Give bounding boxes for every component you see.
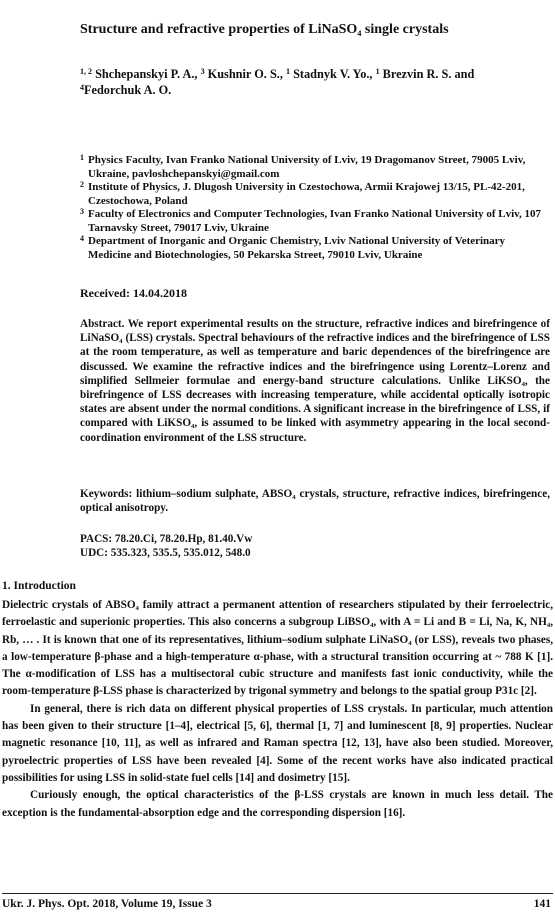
author-2: $^3$ Kushnir O. S.,	[200, 67, 287, 81]
affiliation-number: 2	[80, 180, 84, 189]
udc-label: UDC:	[80, 547, 108, 559]
affiliation-4	[80, 235, 550, 262]
affiliation-number: 1	[80, 153, 84, 162]
abstract-label: Abstract.	[80, 318, 125, 330]
affiliation-text: Faculty of Electronics and Computer Technologies, Ivan Franko National University of Lviv, 107 Tarnavsky Street, 79017 Lviv, Ukraine	[88, 208, 542, 234]
affiliation-number: 3	[80, 207, 84, 216]
received-label: Received:	[80, 286, 130, 300]
footer-divider	[2, 893, 553, 894]
author-1: $^{1, 2}$ Shchepanskyi P. A.,	[80, 67, 201, 81]
pacs-line	[80, 532, 550, 546]
affiliation-text: Department of Inorganic and Organic Chemistry, Lviv National University of Veterinary Medicine and Biotechnologies, 50 Pekarska Street, 79010 Lviv, Ukraine	[88, 235, 506, 261]
paragraph-1: Dielectric crystals of ABSO₄ family attract a permanent attention of researchers stipulated by their ferroelectric, ferroelastic and superionic properties. This also concerns a subgroup LiBSO₄, with A = Li and B = Li, Na, K, NH₄, Rb, … . It is known that one of its representatives, lithium–sodium sulphate LiNaSO₄ (or LSS), reveals two phases, a low-temperature β-phase and a high-temperature α-phase, with a structural transition occurring at ~ 788 K [1]. The α-modification of LSS has a multisectoral cubic structure and manifests fast ionic conductivity, while the room-temperature β-LSS phase is characterized by trigonal symmetry and belongs to the spatial group P31c [2].	[2, 599, 553, 698]
udc-line	[80, 546, 550, 560]
received-value: 14.04.2018	[129, 286, 187, 300]
keywords-text: lithium–sodium sulphate, ABSO₄ crystals, structure, refractive indices, birefringence, optical anisotropy.	[80, 488, 550, 515]
affiliation-number: 4	[80, 234, 84, 243]
author-5: $^4$Fedorchuk A. O.	[80, 83, 172, 97]
paragraph-2: In general, there is rich data on different physical properties of LSS crystals. In particular, much attention has been given to their structure [1–4], electrical [5, 6], thermal [1, 7] and luminescent [8, 9] properties. Nuclear magnetic resonance [10, 11], as well as infrared and Raman spectra [12, 13], have also been studied. Moreover, pyroelectric properties of LSS have been revealed [4]. Some of the recent works have also indicated practical possibilities for using LSS in solid-state fuel cells [14] and dosimetry [15].	[2, 702, 553, 784]
author-3: $^1$ Stadnyk V. Yo.,	[286, 67, 376, 81]
abstract-text: We report experimental results on the structure, refractive indices and birefringence of LiNaSO₄ (LSS) crystals. Spectral behaviours of the refractive indices and the birefringence of LSS at the room temperature, as well as temperature and baric dependences of the birefringence are discussed. We examine the refractive indices and the birefringence using Lorentz–Lorenz and simplified Sellmeier formulae and energy-band structure calculations. Unlike LiKSO₄, the birefringence of LSS decreases with increasing temperature, while accidental optically isotropic states are absent under the normal conditions. A significant increase in the birefringence of LSS, if compared with LiKSO₄, is assumed to be linked with asymmetry appearing in the local second-coordination environment of the LSS structure.	[80, 318, 550, 444]
author-list	[80, 66, 550, 98]
section-heading: 1. Introduction	[2, 580, 76, 592]
affiliation-1	[80, 154, 550, 181]
affiliation-text: Institute of Physics, J. Dlugosh University in Czestochowa, Armii Krajowej 13/15, PL-42-201, Czestochowa, Poland	[88, 181, 525, 207]
affiliation-text: Physics Faculty, Ivan Franko National University of Lviv, 19 Dragomanov Street, 79005 Lviv, Ukraine, pavloshchepanskyi@gmail.com	[88, 154, 526, 180]
journal-citation: Ukr. J. Phys. Opt. 2018, Volume 19, Issue 3	[2, 898, 212, 910]
author-4: $^1$ Brezvin R. S. and	[375, 67, 475, 81]
pacs-label: PACS:	[80, 533, 113, 545]
pacs-value: 78.20.Ci, 78.20.Hp, 81.40.Vw	[112, 533, 253, 545]
paper-title: Structure and refractive properties of LiNaSO₄ single crystals	[80, 22, 449, 37]
received-date	[80, 286, 550, 301]
udc-value: 535.323, 535.5, 535.012, 548.0	[107, 547, 251, 559]
affiliation-list	[80, 154, 550, 262]
affiliation-2	[80, 181, 550, 208]
abstract	[80, 317, 550, 445]
page-number: 141	[533, 898, 551, 910]
keywords-label: Keywords:	[80, 488, 133, 500]
paragraph-3: Curiously enough, the optical characteristics of the β-LSS crystals are known in much less detail. The exception is the fundamental-absorption edge and the corresponding dispersion [16].	[2, 789, 553, 819]
affiliation-3	[80, 208, 550, 235]
keywords	[80, 487, 550, 515]
classification-codes	[80, 532, 550, 560]
introduction-body	[2, 597, 553, 822]
